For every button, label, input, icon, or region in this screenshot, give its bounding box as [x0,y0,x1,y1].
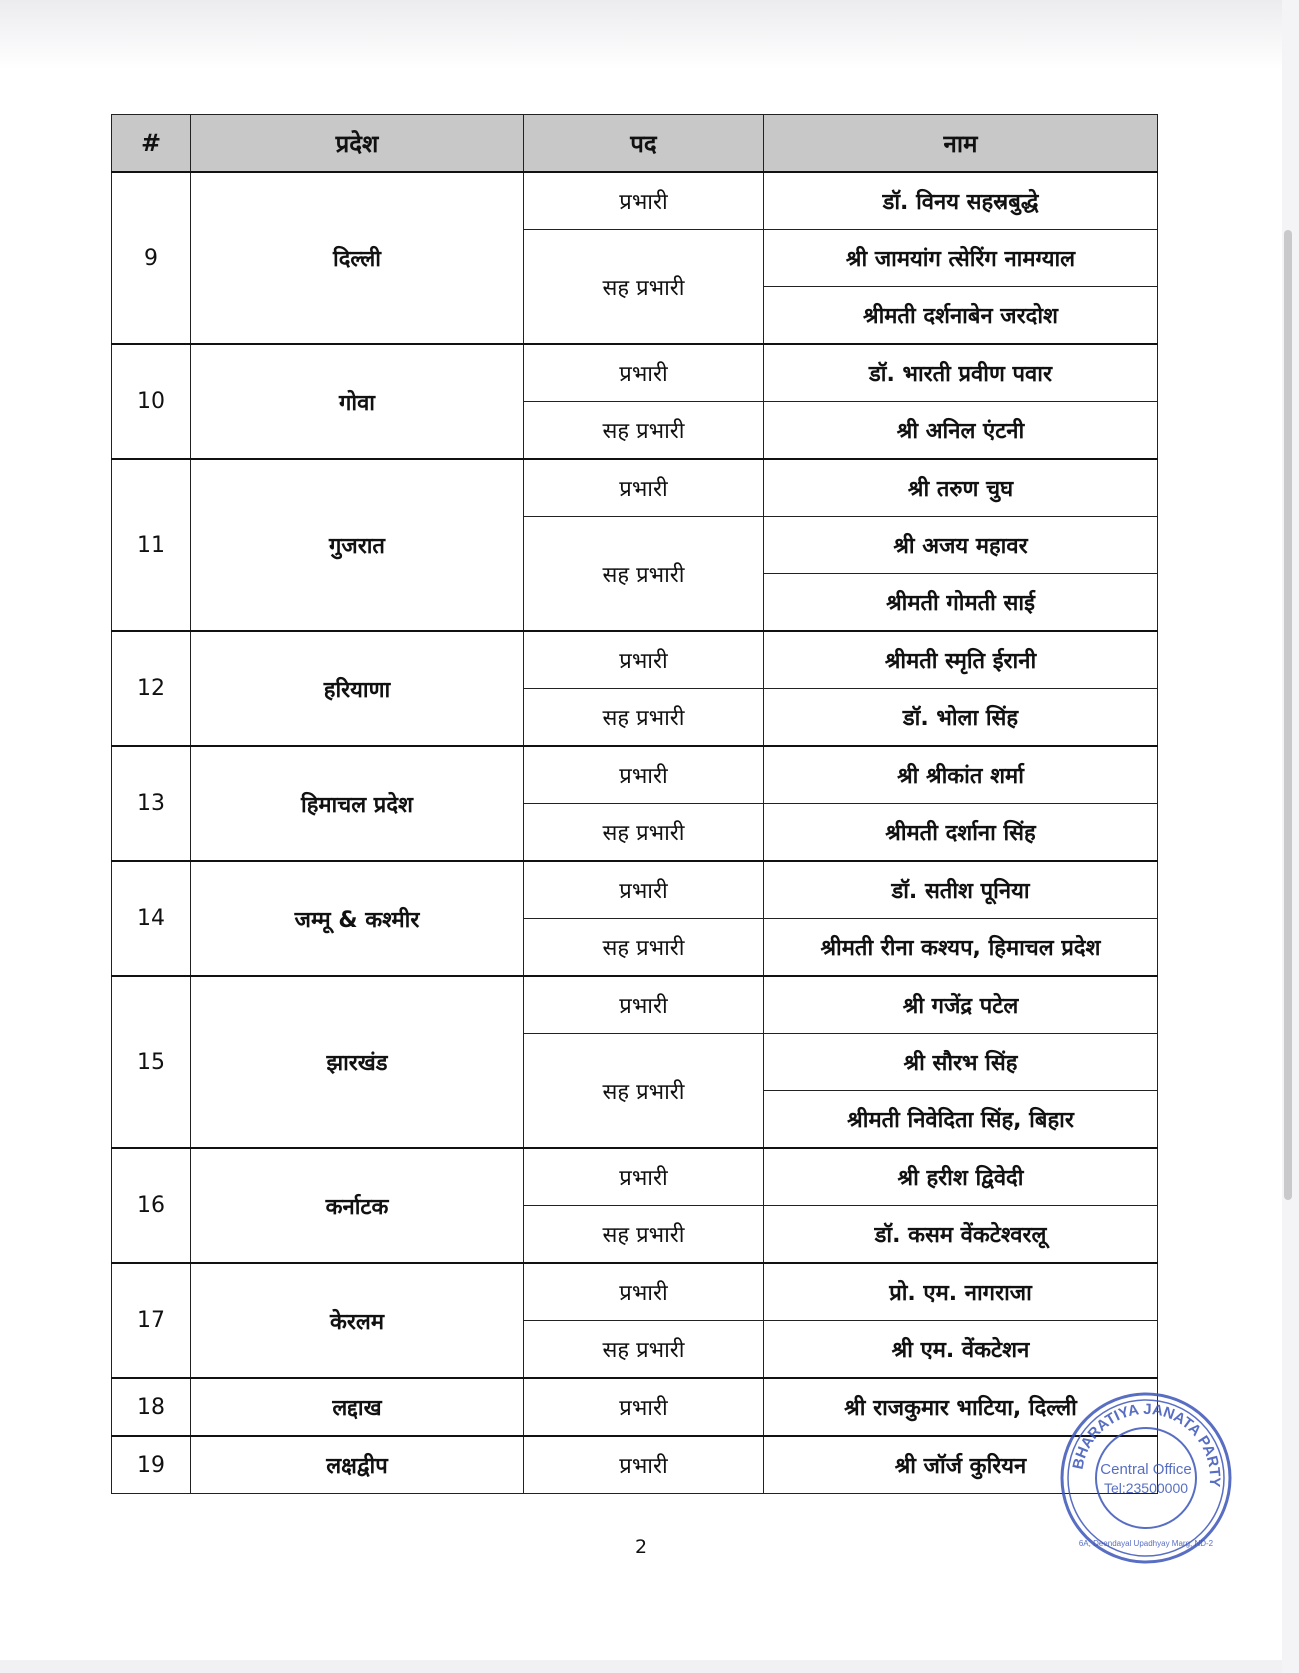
row-number: 18 [112,1378,191,1436]
row-number: 10 [112,344,191,459]
vertical-scrollbar-thumb[interactable] [1284,230,1292,1200]
row-number: 17 [112,1263,191,1378]
name-cell: श्री जॉर्ज कुरियन [764,1436,1158,1494]
role-cell: सह प्रभारी [524,402,764,460]
stamp-address: 6A, Deendayal Upadhyay Marg, ND-2 [1078,1539,1214,1548]
role-cell: सह प्रभारी [524,1206,764,1264]
state-cell: गोवा [191,344,524,459]
name-cell: श्रीमती निवेदिता सिंह, बिहार [764,1091,1158,1149]
table-row [112,1436,1158,1494]
state-cell: लक्षद्वीप [191,1436,524,1494]
role-cell: सह प्रभारी [524,689,764,747]
role-cell: प्रभारी [524,746,764,804]
row-number: 9 [112,172,191,344]
table-row [112,344,1158,402]
role-cell: प्रभारी [524,459,764,517]
party-seal-stamp [1058,1390,1234,1566]
table-row [112,746,1158,804]
role-cell: प्रभारी [524,1148,764,1206]
page-number: 2 [634,1536,648,1558]
role-cell: सह प्रभारी [524,230,764,345]
table-header-row [112,115,1158,173]
header-state: प्रदेश [191,115,524,173]
name-cell: श्री राजकुमार भाटिया, दिल्ली [764,1378,1158,1436]
table-row [112,1263,1158,1321]
state-cell: लद्दाख [191,1378,524,1436]
state-cell: हरियाणा [191,631,524,746]
stamp-center-line1: Central Office [1100,1461,1192,1478]
header-number: # [112,115,191,173]
table-row [112,1148,1158,1206]
row-number: 11 [112,459,191,631]
row-number: 19 [112,1436,191,1494]
role-cell: प्रभारी [524,976,764,1034]
name-cell: श्री अनिल एंटनी [764,402,1158,460]
name-cell: डॉ. विनय सहस्रबुद्धे [764,172,1158,230]
name-cell: डॉ. भोला सिंह [764,689,1158,747]
row-number: 12 [112,631,191,746]
table-row [112,631,1158,689]
header-name: नाम [764,115,1158,173]
table-row [112,1378,1158,1436]
name-cell: श्रीमती स्मृति ईरानी [764,631,1158,689]
name-cell: श्री एम. वेंकटेशन [764,1321,1158,1379]
name-cell: श्रीमती दर्शाना सिंह [764,804,1158,862]
state-cell: हिमाचल प्रदेश [191,746,524,861]
name-cell: डॉ. भारती प्रवीण पवार [764,344,1158,402]
table-row [112,976,1158,1034]
stamp-center-line2: Tel:23500000 [1103,1480,1189,1496]
table-row [112,861,1158,919]
table-body [112,172,1158,1494]
assignment-table [111,114,1158,1494]
name-cell: श्री सौरभ सिंह [764,1034,1158,1091]
role-cell: सह प्रभारी [524,804,764,862]
role-cell: प्रभारी [524,1263,764,1321]
role-cell: सह प्रभारी [524,1321,764,1379]
name-cell: डॉ. सतीश पूनिया [764,861,1158,919]
row-number: 14 [112,861,191,976]
role-cell: प्रभारी [524,1436,764,1494]
name-cell: श्री गजेंद्र पटेल [764,976,1158,1034]
row-number: 15 [112,976,191,1148]
state-cell: झारखंड [191,976,524,1148]
state-cell: केरलम [191,1263,524,1378]
state-cell: कर्नाटक [191,1148,524,1263]
role-cell: प्रभारी [524,344,764,402]
role-cell: प्रभारी [524,631,764,689]
name-cell: श्री हरीश द्विवेदी [764,1148,1158,1206]
table-row [112,459,1158,517]
state-cell: गुजरात [191,459,524,631]
name-cell: श्री तरुण चुघ [764,459,1158,517]
state-cell: जम्मू & कश्मीर [191,861,524,976]
name-cell: प्रो. एम. नागराजा [764,1263,1158,1321]
name-cell: श्रीमती रीना कश्यप, हिमाचल प्रदेश [764,919,1158,977]
row-number: 16 [112,1148,191,1263]
stamp-ring-text: BHARATIYA JANATA PARTY [1069,1400,1224,1488]
name-cell: श्रीमती गोमती साई [764,574,1158,632]
name-cell: श्री अजय महावर [764,517,1158,574]
name-cell: डॉ. कसम वेंकटेश्वरलू [764,1206,1158,1264]
table-row [112,172,1158,230]
role-cell: प्रभारी [524,861,764,919]
role-cell: सह प्रभारी [524,517,764,632]
name-cell: श्री जामयांग त्सेरिंग नामग्याल [764,230,1158,287]
state-cell: दिल्ली [191,172,524,344]
row-number: 13 [112,746,191,861]
role-cell: सह प्रभारी [524,919,764,977]
name-cell: श्रीमती दर्शनाबेन जरदोश [764,287,1158,345]
header-role: पद [524,115,764,173]
role-cell: प्रभारी [524,172,764,230]
role-cell: प्रभारी [524,1378,764,1436]
name-cell: श्री श्रीकांत शर्मा [764,746,1158,804]
role-cell: सह प्रभारी [524,1034,764,1149]
page-top-shade [0,0,1282,70]
